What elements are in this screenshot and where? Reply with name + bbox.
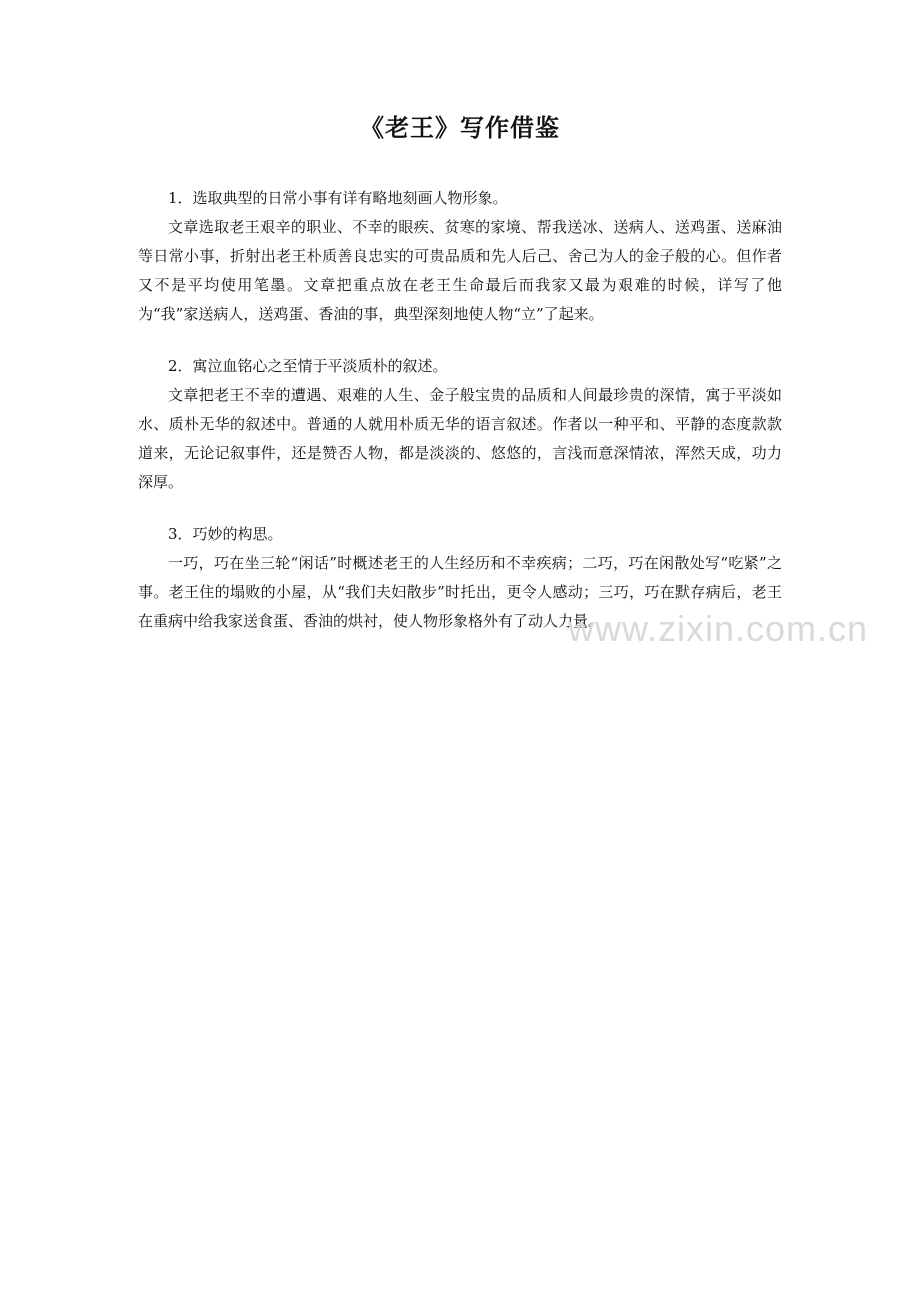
section-3 bbox=[138, 520, 782, 636]
section-heading: 3．巧妙的构思。 bbox=[168, 525, 283, 543]
section-paragraph: 文章选取老王艰辛的职业、不幸的眼疾、贫寒的家境、帮我送冰、送病人、送鸡蛋、送麻油等日常小事，折射出老王朴质善良忠实的可贵品质和先人后己、舍己为人的金子般的心。但作者又不是平均使用笔墨。文章把重点放在老王生命最后而我家又最为艰难的时候，详写了他为“我”家送病人，送鸡蛋、香油的事，典型深刻地使人物“立”了起来。 bbox=[138, 218, 782, 323]
watermark: www.zixin.com.cn bbox=[568, 608, 869, 649]
section-paragraph: 一巧，巧在坐三轮“闲话”时概述老王的人生经历和不幸疾病；二巧，巧在闲散处写“吃紧”之事。老王住的塌败的小屋，从“我们夫妇散步”时托出，更令人感动；三巧，巧在默存病后，老王在重病中给我家送食蛋、香油的烘衬，使人物形象格外有了动人力量。 bbox=[138, 554, 782, 630]
section-heading: 1．选取典型的日常小事有详有略地刻画人物形象。 bbox=[168, 189, 508, 207]
section-paragraph: 文章把老王不幸的遭遇、艰难的人生、金子般宝贵的品质和人间最珍贵的深情，寓于平淡如水、质朴无华的叙述中。普通的人就用朴质无华的语言叙述。作者以一种平和、平静的态度款款道来，无论记叙事件，还是赞否人物，都是淡淡的、悠悠的，言浅而意深情浓，浑然天成，功力深厚。 bbox=[138, 386, 782, 491]
section-2 bbox=[138, 352, 782, 497]
section-heading: 2．寓泣血铭心之至情于平淡质朴的叙述。 bbox=[168, 357, 448, 375]
page-title: 《老王》写作借鉴 bbox=[360, 113, 560, 142]
document-body bbox=[138, 184, 782, 659]
section-1 bbox=[138, 184, 782, 329]
